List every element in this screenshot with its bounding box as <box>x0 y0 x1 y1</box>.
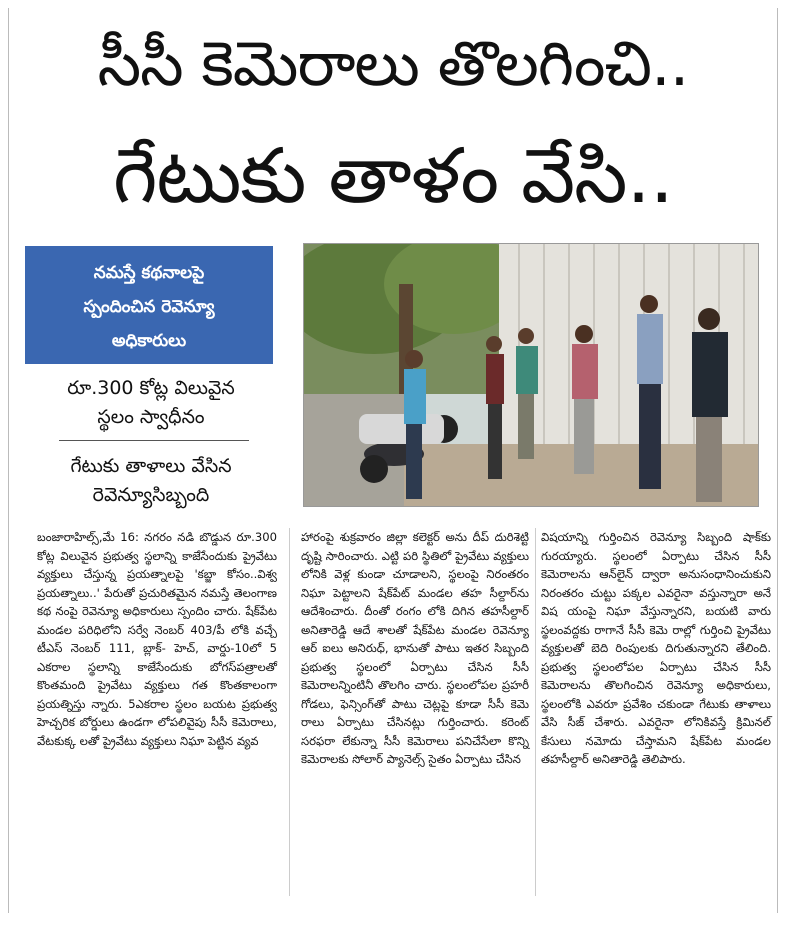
news-photo <box>303 243 759 507</box>
body-column-3: విషయాన్ని గుర్తించిన రెవెన్యూ సిబ్బంది షాక్‌కు గురయ్యారు. స్థలంలో ఏర్పాటు చేసిన సీసీ కెమెరాలను ఆన్‌లైన్ ద్వారా అనుసంధానించుకుని నిరంతరం చుట్టు పక్కల ఎవరైనా వస్తున్నారా అనే విష యంపై నిఘా వేస్తున్నారని, బయటి వారు స్థలంవద్దకు రాగానే సీసీ కెమె రాల్లో గుర్తించి ప్రైవేటు వ్యక్తులతో బెది రింపులకు దిగుతున్నారని తేలింది. ప్రభుత్వ స్థలంలోపల ఏర్పాటు చేసిన సీసీ కెమెరాలను తొలగించిన రెవెన్యూ అధికారులు, స్థలంలోకి ఎవరూ ప్రవేశిం చకుండా గేటుకు తాళాలు వేసి సీజ్ చేశారు. ఎవరైనా లోనికివస్తే క్రిమినల్ కేసులు నమోదు చేస్తామని షేక్‌పేట మండల తహసీల్దార్ అనితారెడ్డి తెలిపారు. <box>541 530 771 766</box>
subhead-2 <box>37 452 265 510</box>
subhead-2-line-1: గేటుకు తాళాలు వేసిన <box>70 455 232 477</box>
kicker-line-1: నమస్తే కథనాలపై <box>93 263 205 283</box>
kicker-box <box>25 246 273 364</box>
body-column-2: హారంపై శుక్రవారం జిల్లా కలెక్టర్ అను దీప్ దురిశెట్టి దృష్టి సారించారు. ఎట్టి పరి స్థితిలో ప్రైవేటు వ్యక్తులు లోనికి వెళ్ల కుండా చూడాలని, స్థలంపై నిరంతరం నిఘా పెట్టాలని షేక్‌పేట్ మండల తహ సీల్దార్‌ను ఆదేశించారు. దీంతో రంగం లోకి దిగిన తహసీల్దార్ అనితారెడ్డి ఆదే శాలతో షేక్‌పేట మండల రెవెన్యూ ఆర్ ఐలు అనిరుధ్, భానుతో పాటు ఇతర సిబ్బంది ప్రభుత్వ స్థలంలో ఏర్పాటు చేసిన సీసీ కెమెరాలన్నింటినీ తొలగిం చారు. స్థలంలోపల ప్రహరీ గోడలు, ఫెన్సింగ్‌తో పాటు చెట్లపై కూడా సీసీ కెమె రాలు ఏర్పాటు చేసినట్లు గుర్తించారు. కరెంట్ సరఫరా లేకున్నా సీసీ కెమెరాలు పనిచేసేలా కొన్ని కెమెరాలకు సోలార్ ప్యానెల్స్ సైతం ఏర్పాటు చేసిన <box>301 530 529 766</box>
subhead-1 <box>37 374 265 432</box>
headline-line-1: సీసీ కెమెరాలు తొలగించి.. <box>97 27 689 100</box>
body-column-1: బంజారాహిల్స్,మే 16: నగరం నడి బొడ్డున రూ.300 కోట్ల విలువైన ప్రభుత్వ స్థలాన్ని కాజేసేందుకు ప్రైవేటు వ్యక్తులు చేస్తున్న ప్రయత్నాలపై 'కబ్జా కోసం..విశ్వ ప్రయత్నాలు..' పేరుతో ప్రచురితమైన నమస్తే తెలంగాణ కథ నంపై రెవెన్యూ అధికారులు స్పందిం చారు. షేక్‌పేట మండల పరిధిలోని సర్వే నెంబర్ 403/పీ లోకి వచ్చే టీఎస్ నెంబర్ 111, బ్లాక్- హెచ్, వార్డు-10లో 5 ఎకరాల స్థలాన్ని కాజేసేందుకు బోగస్‌పత్రాలతో కొంతమంది ప్రైవేటు వ్యక్తులు గత కొంతకాలంగా ప్రయత్నిస్తు న్నారు. 5ఎకరాల స్థలం బయట ప్రభుత్వ హెచ్చరిక బోర్డులు ఉండగా లోపలివైపు సీసీ కెమెరాలు, వేటకుక్క లతో ప్రైవేటు వ్యక్తులు నిఘా పెట్టిన వ్యవ <box>37 530 277 748</box>
photo-illustration <box>304 244 758 506</box>
newspaper-clipping <box>8 8 778 913</box>
subhead-2-line-2: రెవెన్యూసిబ్బంది <box>92 484 210 506</box>
kicker-line-3: అధికారులు <box>111 331 187 351</box>
headline-line-2: గేటుకు తాళం వేసి.. <box>113 131 673 220</box>
kicker-line-2: స్పందించిన రెవెన్యూ <box>83 297 215 317</box>
column-divider <box>535 528 536 896</box>
subhead-1-line-2: స్థలం స్వాధీనం <box>97 406 205 428</box>
subhead-1-line-1: రూ.300 కోట్ల విలువైన <box>67 377 235 399</box>
subhead-divider <box>59 440 249 441</box>
column-divider <box>289 528 290 896</box>
